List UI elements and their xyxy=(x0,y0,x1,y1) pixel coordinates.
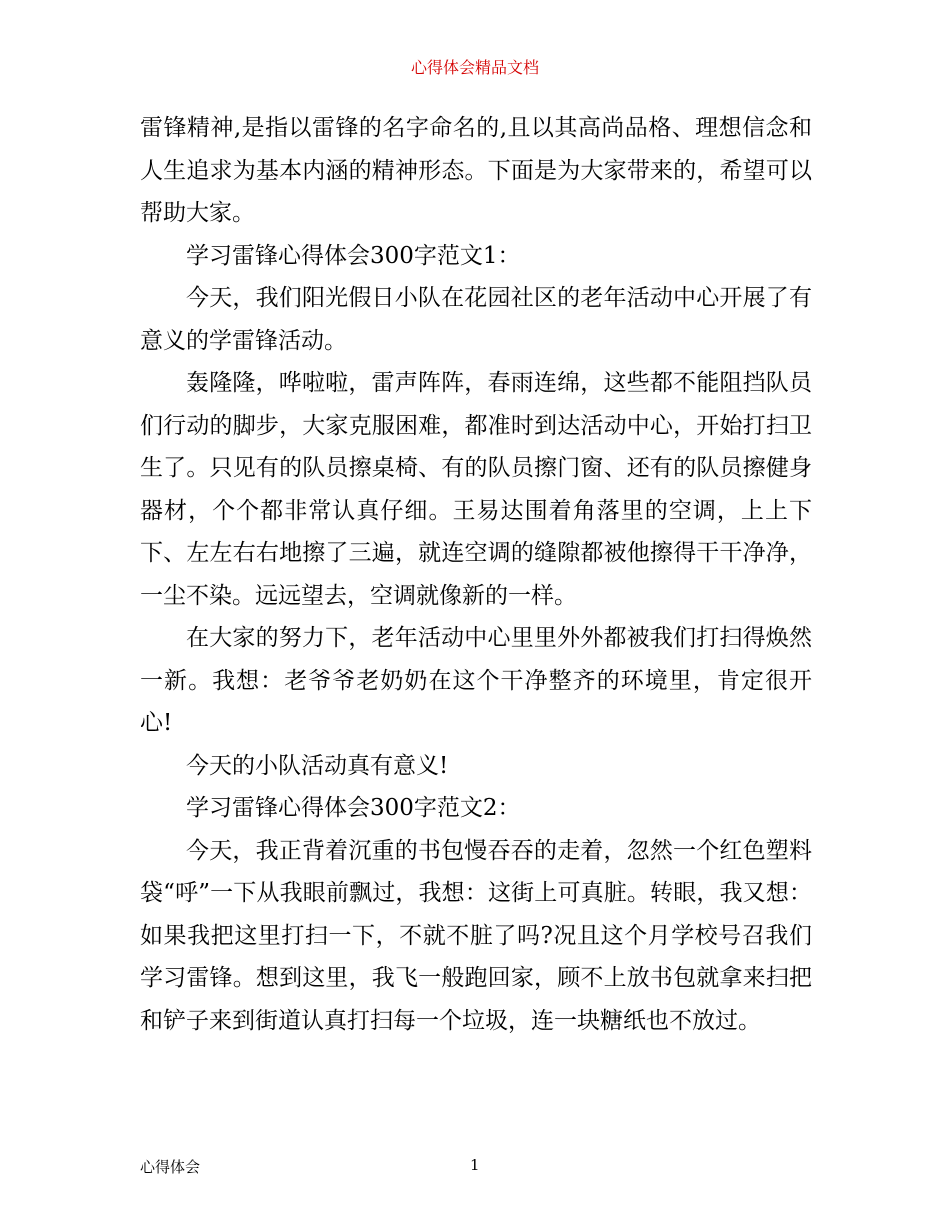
paragraph: 今天的小队活动真有意义! xyxy=(186,752,449,779)
paragraph: 在大家的努力下，老年活动中心里里外外都被我们打扫得焕然一新。我想：老爷爷老奶奶在这个干净整齐的环境里，肯定很开心! xyxy=(140,625,812,736)
paragraph-intro: 雷锋精神,是指以雷锋的名字命名的,且以其高尚品格、理想信念和人生追求为基本内涵的精神形态。下面是为大家带来的，希望可以帮助大家。 xyxy=(140,115,812,226)
paragraph: 今天，我们阳光假日小队在花园社区的老年活动中心开展了有意义的学雷锋活动。 xyxy=(140,285,812,354)
document-body xyxy=(140,107,812,1042)
section-heading-1: 学习雷锋心得体会300字范文1： xyxy=(186,242,521,269)
page-header-title: 心得体会精品文档 xyxy=(410,58,539,77)
paragraph: 轰隆隆，哗啦啦，雷声阵阵，春雨连绵，这些都不能阻挡队员们行动的脚步，大家克服困难，都准时到达活动中心，开始打扫卫生了。只见有的队员擦桌椅、有的队员擦门窗、还有的队员擦健身器材，个个都非常认真仔细。王易达围着角落里的空调，上上下下、左左右右地擦了三遍，就连空调的缝隙都被他擦得干干净净，一尘不染。远远望去，空调就像新的一样。 xyxy=(140,370,812,609)
footer-label: 心得体会 xyxy=(140,1158,201,1176)
page-number: 1 xyxy=(470,1156,480,1174)
paragraph: 今天，我正背着沉重的书包慢吞吞的走着，忽然一个红色塑料袋“呼”一下从我眼前飘过，我想：这街上可真脏。转眼，我又想：如果我把这里打扫一下，不就不脏了吗?况且这个月学校号召我们学习雷锋。想到这里，我飞一般跑回家，顾不上放书包就拿来扫把和铲子来到街道认真打扫每一个垃圾，连一块糖纸也不放过。 xyxy=(140,837,812,1034)
section-heading-2: 学习雷锋心得体会300字范文2： xyxy=(186,795,521,821)
